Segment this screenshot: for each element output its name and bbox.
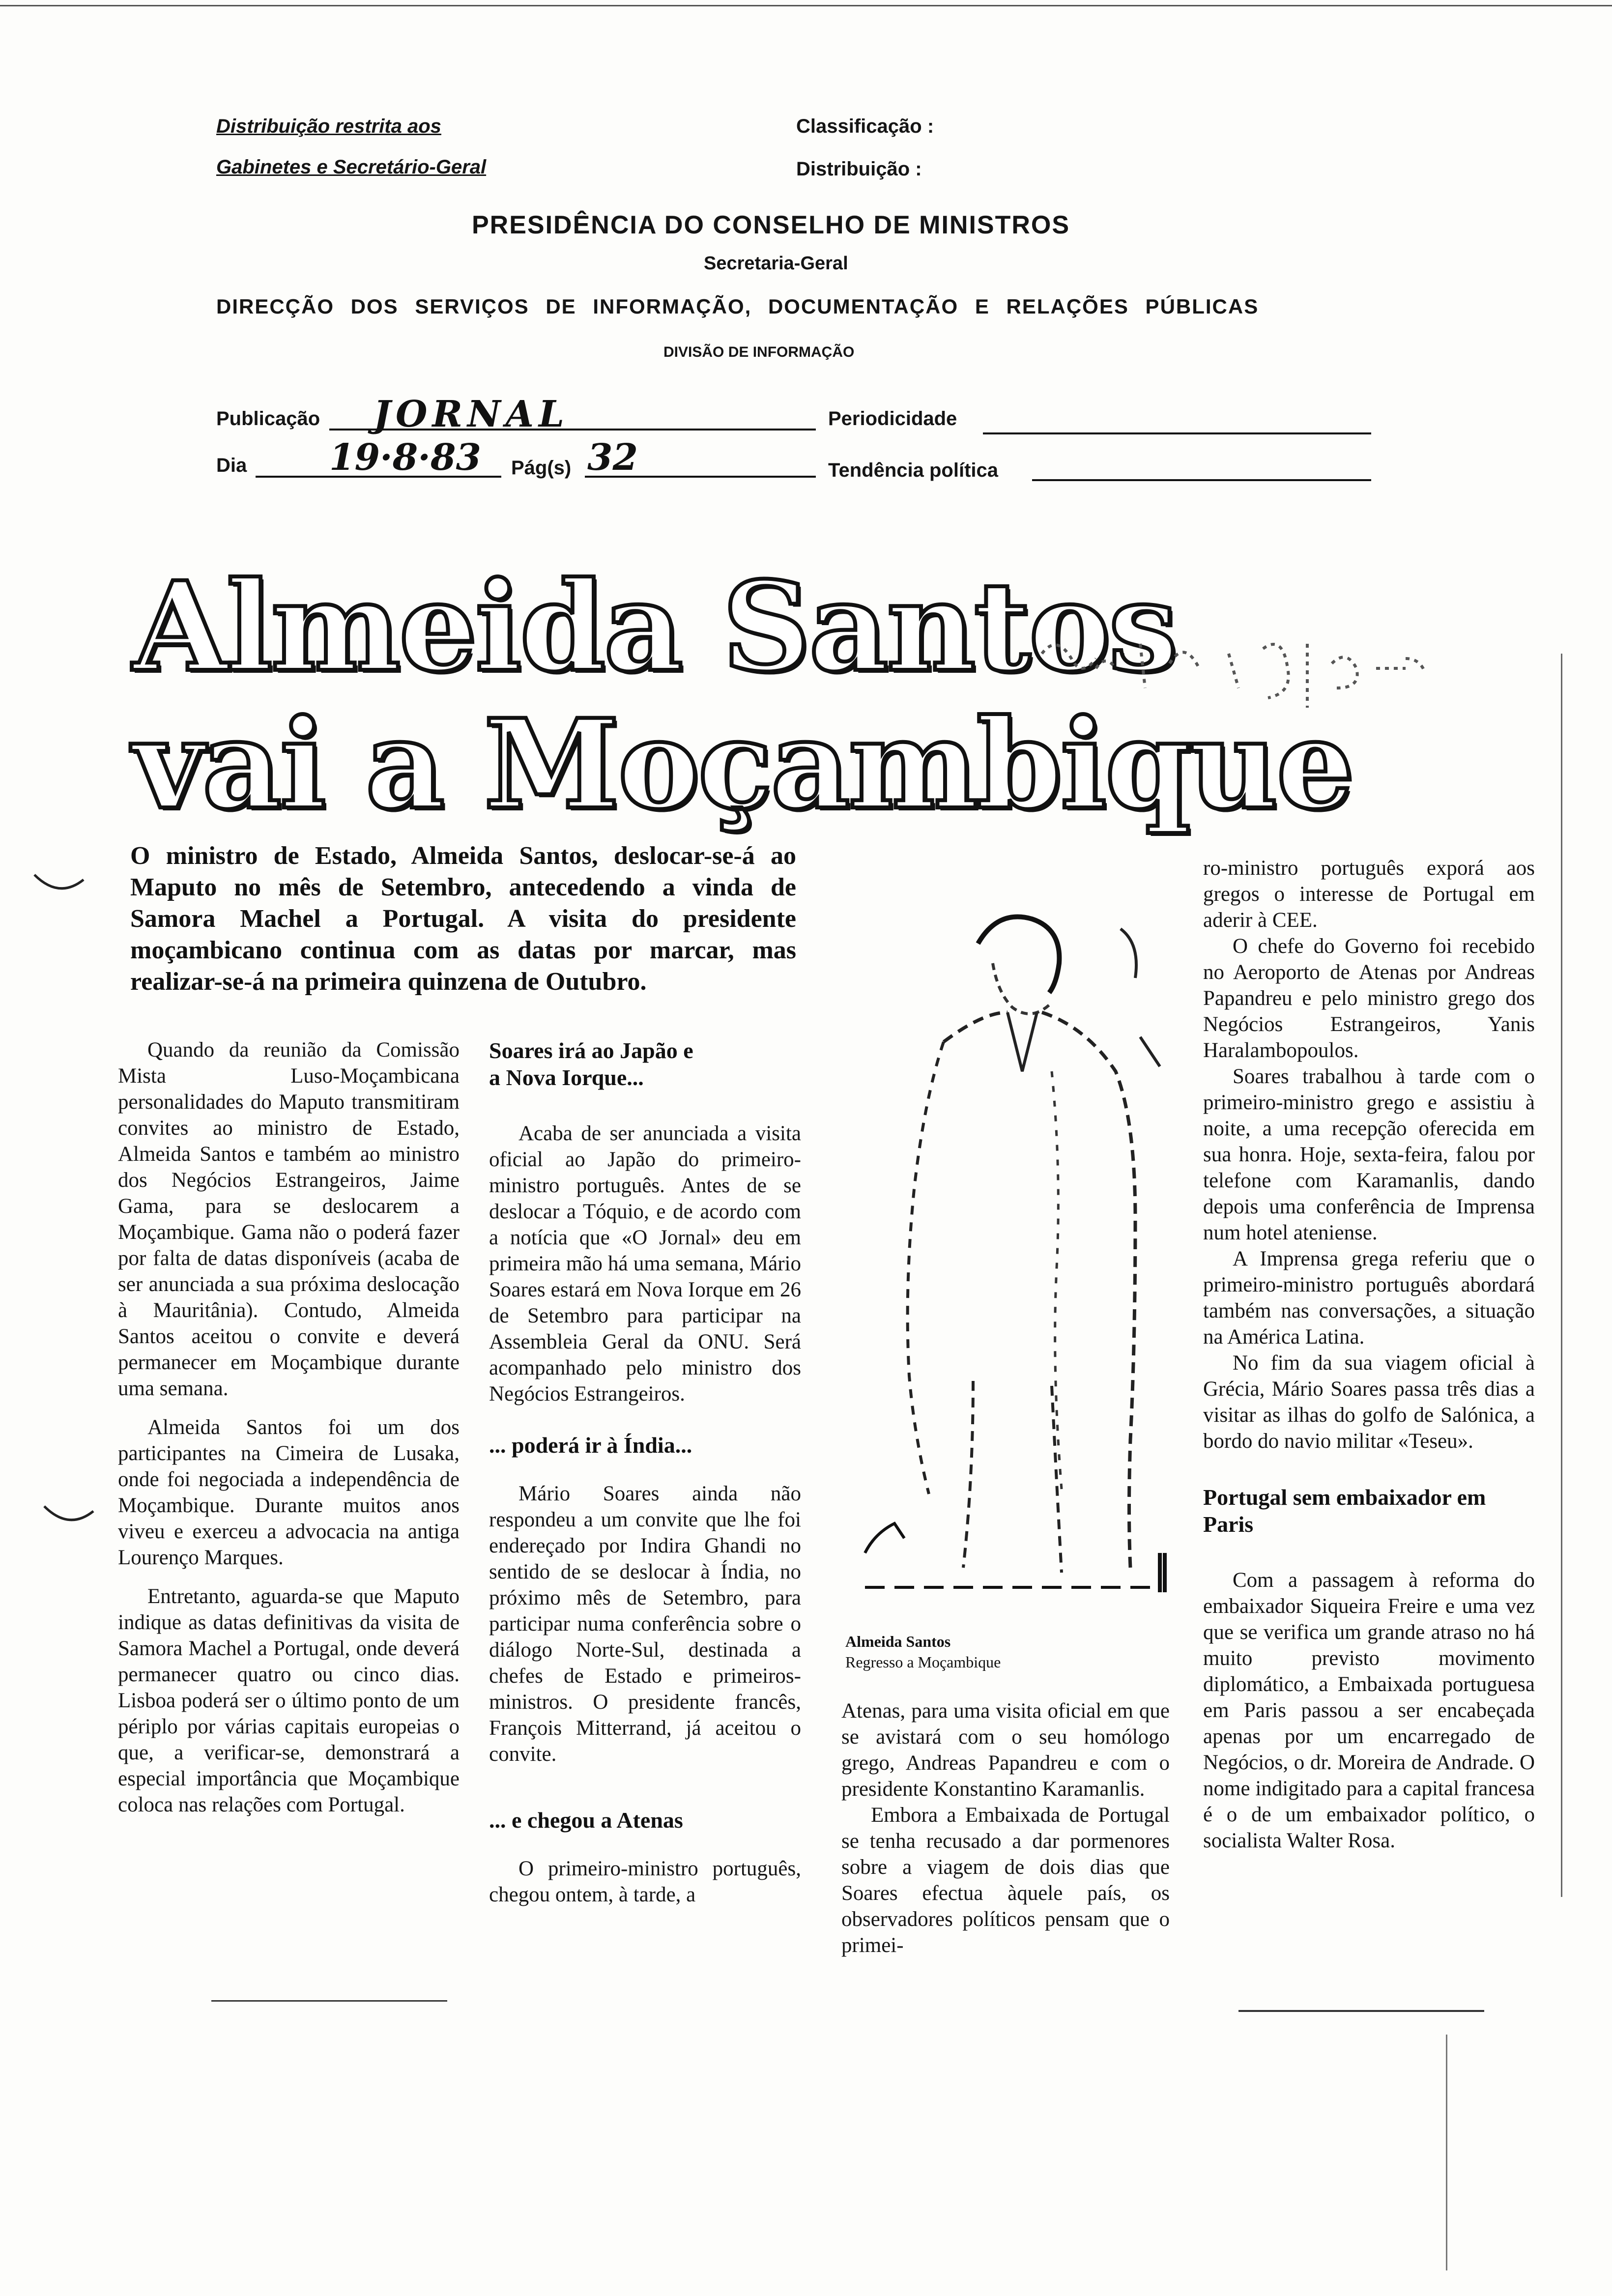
margin-mark-1 xyxy=(29,870,88,899)
handwritten-annotation xyxy=(1032,624,1440,737)
restricted-distribution-line1: Distribuição restrita aos xyxy=(216,115,441,137)
column-2 xyxy=(489,1037,801,1908)
column-4 xyxy=(1203,855,1535,1854)
col4-paragraph-5: No fim da sua viagem oficial à Grécia, Mário Soares passa três dias a visitar as ilhas do golfo de Salónica, a bordo do navio militar «Teseu». xyxy=(1203,1351,1535,1453)
photo-caption-text: Regresso a Moçambique xyxy=(845,1653,1001,1671)
col2-paragraph-1: Acaba de ser anunciada a visita oficial ao Japão do primeiro-ministro português. Antes de se deslocar a Tóquio, e de acordo com a notícia que «O Jornal» deu em primeira mão há uma semana, Mário Soares estará em Nova Iorque em 26 de Setembro para participar na Assembleia Geral da ONU. Será acompanhado pelo ministro dos Negócios Estrangeiros. xyxy=(489,1122,801,1406)
distribution-label: Distribuição : xyxy=(796,158,922,180)
headline-line2: vai a Moçambique xyxy=(133,692,1353,836)
scan-edge-line xyxy=(0,5,1612,6)
col1-paragraph-2: Almeida Santos foi um dos participantes na Cimeira de Lusaka, onde foi negociada a independência de Moçambique. Durante muitos anos viveu e exerceu a advocacia na antiga Lourenço Marques. xyxy=(118,1416,460,1569)
tendency-line xyxy=(1032,479,1371,481)
clipping-edge-line xyxy=(1561,654,1562,1897)
clipping-edge-line-lower xyxy=(1446,2035,1447,2270)
day-value: 19·8·83 xyxy=(329,436,481,479)
col2-subhead-athens: ... e chegou a Atenas xyxy=(489,1808,683,1833)
periodicity-label: Periodicidade xyxy=(828,408,957,430)
tendency-label: Tendência política xyxy=(828,459,998,481)
org-title: PRESIDÊNCIA DO CONSELHO DE MINISTROS xyxy=(472,211,1070,239)
column-3 xyxy=(841,1698,1170,1958)
col2-paragraph-2: Mário Soares ainda não respondeu a um convite que lhe foi endereçado por Indira Ghandi no sentido de se deslocar à Índia, no próximo mês de Setembro, para participar numa conferência sobre o diálogo Norte-Sul, destinada a chefes de Estado e primeiros-ministros. O presidente francês, François Mitterrand, já aceitou o convite. xyxy=(489,1482,801,1766)
col4-paragraph-4: A Imprensa grega referiu que o primeiro-ministro português abordará também nas conversações, a situação na América Latina. xyxy=(1203,1247,1535,1349)
col4-paragraph-1: ro-ministro português exporá aos gregos o interesse de Portugal em aderir à CEE. xyxy=(1203,857,1535,932)
pages-value: 32 xyxy=(587,436,638,479)
pages-label: Pág(s) xyxy=(511,457,572,479)
col1-paragraph-1: Quando da reunião da Comissão Mista Luso-Moçambicana personalidades do Maputo transmitiram convites ao ministro de Estado, Almeida Santos e também ao ministro dos Negócios Estrangeiros, Jaime Gama, para se deslocarem a Moçambique. Gama não o poderá fazer por falta de datas disponíveis (acaba de ser anunciada a sua próxima deslocação à Mauritânia). Contudo, Almeida Santos aceitou o convite e deverá permanecer em Moçambique durante uma semana. xyxy=(118,1038,460,1400)
col4-paragraph-3: Soares trabalhou à tarde com o primeiro-ministro grego e assistiu à noite, a uma recepção oferecida em sua honra. Hoje, sexta-feira, falou por telefone com Karamanlis, dando depois uma conferência de Imprensa num hotel ateniense. xyxy=(1203,1065,1535,1244)
col2-paragraph-3: O primeiro-ministro português, chegou ontem, à tarde, a xyxy=(489,1857,801,1906)
photo-caption-name: Almeida Santos xyxy=(845,1633,951,1650)
col2-subhead-japan: Soares irá ao Japão e a Nova Iorque... xyxy=(489,1038,693,1090)
lead-paragraph: O ministro de Estado, Almeida Santos, deslocar-se-á ao Maputo no mês de Setembro, antecedendo a vinda de Samora Machel a Portugal. A visita do presidente moçambicano continua com as datas por marcar, mas realizar-se-á na primeira quinzena de Outubro. xyxy=(130,842,796,996)
col3-paragraph-1: Atenas, para uma visita oficial em que se avistará com o seu homólogo grego, Andreas Papandreu e com o presidente Konstantino Karamanlis. xyxy=(841,1699,1170,1801)
col1-paragraph-3: Entretanto, aguarda-se que Maputo indique as datas definitivas da visita de Samora Machel a Portugal, onde deverá permanecer quatro ou cinco dias. Lisboa poderá ser o último ponto de um périplo por várias capitais europeias o que, a verificar-se, demonstrará a especial importância que Moçambique coloca nas relações com Portugal. xyxy=(118,1585,460,1816)
publication-label: Publicação xyxy=(216,408,320,430)
restricted-distribution-line2: Gabinetes e Secretário-Geral xyxy=(216,156,487,178)
col4-paragraph-6: Com a passagem à reforma do embaixador Siqueira Freire e uma vez que se verifica um grande atraso no há muito previsto movimento diplomático, a Embaixada portuguesa em Paris passou a ser encabeçada apenas por um encarregado de Negócios, o dr. Moreira de Andrade. O nome indigitado para a capital francesa é o de um embaixador político, o socialista Walter Rosa. xyxy=(1203,1569,1535,1852)
col4-paragraph-2: O chefe do Governo foi recebido no Aeroporto de Atenas por Andreas Papandreu e pelo ministro grego dos Negócios Estrangeiros, Yanis Haralambopoulos. xyxy=(1203,935,1535,1062)
directorate: DIRECÇÃO DOS SERVIÇOS DE INFORMAÇÃO, DOCUMENTAÇÃO E RELAÇÕES PÚBLICAS xyxy=(216,295,1259,318)
classification-label: Classificação : xyxy=(796,115,934,137)
day-label: Dia xyxy=(216,455,247,476)
column-1 xyxy=(118,1037,460,1818)
secretariat: Secretaria-Geral xyxy=(704,253,848,274)
col4-end-rule xyxy=(1238,2010,1484,2012)
division: DIVISÃO DE INFORMAÇÃO xyxy=(663,344,855,360)
headline-line1: Almeida Santos xyxy=(133,554,1176,699)
publication-value: JORNAL xyxy=(374,393,570,435)
periodicity-line xyxy=(983,432,1371,434)
col2-subhead-india: ... poderá ir à Índia... xyxy=(489,1433,692,1458)
margin-mark-2 xyxy=(39,1501,98,1531)
col4-subhead-paris: Portugal sem embaixador em Paris xyxy=(1203,1485,1486,1537)
almeida-santos-photo xyxy=(845,865,1189,1627)
col3-paragraph-2: Embora a Embaixada de Portugal se tenha recusado a dar pormenores sobre a viagem de dois dias que Soares efectua àquele país, os observadores políticos pensam que o primei- xyxy=(841,1804,1170,1957)
col1-end-rule xyxy=(211,2000,447,2002)
